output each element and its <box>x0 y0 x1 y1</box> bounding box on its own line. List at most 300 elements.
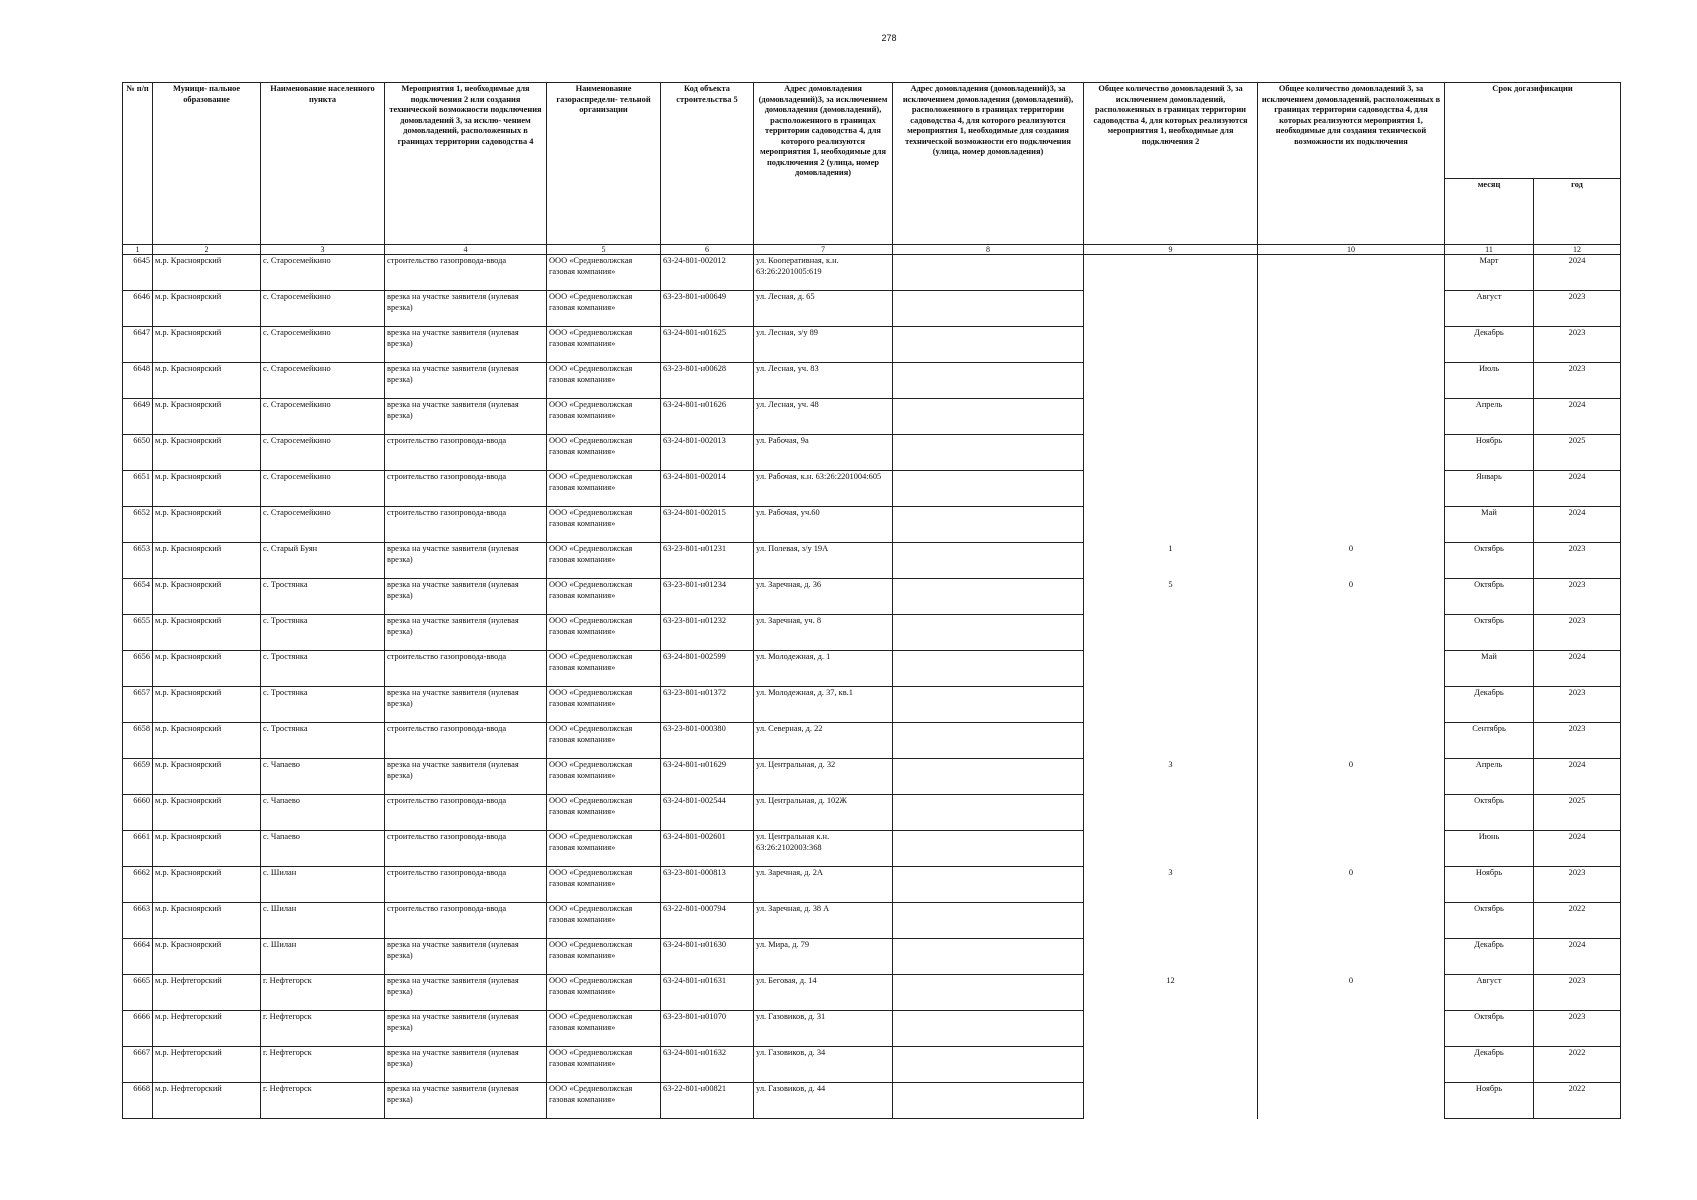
address-technical-cell <box>893 831 1084 867</box>
gas-organization-cell: ООО «Средневолжская газовая компания» <box>547 939 661 975</box>
gas-organization-cell: ООО «Средневолжская газовая компания» <box>547 435 661 471</box>
header-year: год <box>1534 179 1621 245</box>
measure-cell: врезка на участке заявителя (нулевая врезка) <box>385 1083 547 1119</box>
address-connection-cell: ул. Лесная, з/у 89 <box>754 327 893 363</box>
count-technical-cell <box>1258 903 1445 939</box>
count-connection-cell: 12 <box>1084 975 1258 1011</box>
measure-cell: строительство газопровода-ввода <box>385 795 547 831</box>
count-connection-cell <box>1084 471 1258 507</box>
deadline-year-cell: 2022 <box>1534 1083 1621 1119</box>
count-connection-cell <box>1084 1083 1258 1119</box>
table-row <box>123 1083 1621 1119</box>
address-connection-cell: ул. Кооперативная, к.н. 63:26:2201005:619 <box>754 255 893 291</box>
count-connection-cell <box>1084 651 1258 687</box>
address-connection-cell: ул. Газовиков, д. 31 <box>754 1011 893 1047</box>
deadline-year-cell: 2023 <box>1534 687 1621 723</box>
address-connection-cell: ул. Мира, д. 79 <box>754 939 893 975</box>
municipality-cell: м.р. Красноярский <box>153 867 261 903</box>
address-connection-cell: ул. Центральная, д. 102Ж <box>754 795 893 831</box>
header-col-5: Наименование газораспредели- тельной организации <box>547 83 661 245</box>
row-number-cell: 6659 <box>123 759 153 795</box>
deadline-year-cell: 2023 <box>1534 615 1621 651</box>
table-row <box>123 723 1621 759</box>
table-row <box>123 471 1621 507</box>
gas-organization-cell: ООО «Средневолжская газовая компания» <box>547 615 661 651</box>
column-number: 11 <box>1445 245 1534 255</box>
address-connection-cell: ул. Центральная, д. 32 <box>754 759 893 795</box>
count-technical-cell: 0 <box>1258 759 1445 795</box>
gas-organization-cell: ООО «Средневолжская газовая компания» <box>547 291 661 327</box>
gas-organization-cell: ООО «Средневолжская газовая компания» <box>547 507 661 543</box>
object-code-cell: 63-24-801-н01630 <box>661 939 754 975</box>
row-number-cell: 6646 <box>123 291 153 327</box>
table-row <box>123 435 1621 471</box>
measure-cell: строительство газопровода-ввода <box>385 471 547 507</box>
row-number-cell: 6650 <box>123 435 153 471</box>
settlement-cell: с. Старосемейкино <box>261 291 385 327</box>
object-code-cell: 63-23-801-н01372 <box>661 687 754 723</box>
municipality-cell: м.р. Красноярский <box>153 507 261 543</box>
object-code-cell: 63-24-801-н01625 <box>661 327 754 363</box>
count-technical-cell <box>1258 471 1445 507</box>
municipality-cell: м.р. Красноярский <box>153 291 261 327</box>
settlement-cell: с. Чапаево <box>261 831 385 867</box>
deadline-year-cell: 2025 <box>1534 435 1621 471</box>
measure-cell: врезка на участке заявителя (нулевая врезка) <box>385 579 547 615</box>
count-technical-cell <box>1258 1047 1445 1083</box>
address-connection-cell: ул. Молодежная, д. 1 <box>754 651 893 687</box>
settlement-cell: с. Старосемейкино <box>261 327 385 363</box>
header-deadline: Срок догазификации <box>1445 83 1621 179</box>
municipality-cell: м.р. Красноярский <box>153 435 261 471</box>
table-row <box>123 1011 1621 1047</box>
municipality-cell: м.р. Красноярский <box>153 723 261 759</box>
address-technical-cell <box>893 1083 1084 1119</box>
settlement-cell: с. Чапаево <box>261 795 385 831</box>
deadline-year-cell: 2023 <box>1534 363 1621 399</box>
object-code-cell: 63-24-801-002014 <box>661 471 754 507</box>
address-technical-cell <box>893 939 1084 975</box>
deadline-month-cell: Ноябрь <box>1445 435 1534 471</box>
row-number-cell: 6647 <box>123 327 153 363</box>
measure-cell: строительство газопровода-ввода <box>385 255 547 291</box>
object-code-cell: 63-24-801-002013 <box>661 435 754 471</box>
settlement-cell: с. Тростянка <box>261 651 385 687</box>
object-code-cell: 63-24-801-н01629 <box>661 759 754 795</box>
address-technical-cell <box>893 867 1084 903</box>
object-code-cell: 63-23-801-н00628 <box>661 363 754 399</box>
measure-cell: строительство газопровода-ввода <box>385 831 547 867</box>
row-number-cell: 6653 <box>123 543 153 579</box>
address-connection-cell: ул. Рабочая, уч.60 <box>754 507 893 543</box>
row-number-cell: 6663 <box>123 903 153 939</box>
count-connection-cell <box>1084 1011 1258 1047</box>
address-technical-cell <box>893 543 1084 579</box>
deadline-year-cell: 2024 <box>1534 471 1621 507</box>
measure-cell: врезка на участке заявителя (нулевая врезка) <box>385 759 547 795</box>
address-connection-cell: ул. Полевая, з/у 19А <box>754 543 893 579</box>
count-technical-cell <box>1258 1011 1445 1047</box>
address-connection-cell: ул. Беговая, д. 14 <box>754 975 893 1011</box>
column-number: 4 <box>385 245 547 255</box>
object-code-cell: 63-23-801-н00649 <box>661 291 754 327</box>
deadline-month-cell: Август <box>1445 291 1534 327</box>
settlement-cell: с. Тростянка <box>261 579 385 615</box>
address-technical-cell <box>893 615 1084 651</box>
measure-cell: строительство газопровода-ввода <box>385 723 547 759</box>
settlement-cell: с. Чапаево <box>261 759 385 795</box>
address-technical-cell <box>893 327 1084 363</box>
row-number-cell: 6657 <box>123 687 153 723</box>
table-row <box>123 615 1621 651</box>
address-connection-cell: ул. Лесная, уч. 48 <box>754 399 893 435</box>
address-connection-cell: ул. Центральная к.н. 63:26:2102003:368 <box>754 831 893 867</box>
settlement-cell: с. Старосемейкино <box>261 435 385 471</box>
table-row <box>123 291 1621 327</box>
gas-organization-cell: ООО «Средневолжская газовая компания» <box>547 651 661 687</box>
gas-organization-cell: ООО «Средневолжская газовая компания» <box>547 723 661 759</box>
row-number-cell: 6654 <box>123 579 153 615</box>
gas-organization-cell: ООО «Средневолжская газовая компания» <box>547 975 661 1011</box>
row-number-cell: 6665 <box>123 975 153 1011</box>
count-connection-cell: 3 <box>1084 867 1258 903</box>
column-number: 12 <box>1534 245 1621 255</box>
address-connection-cell: ул. Лесная, уч. 83 <box>754 363 893 399</box>
address-technical-cell <box>893 291 1084 327</box>
column-number: 6 <box>661 245 754 255</box>
table-row <box>123 903 1621 939</box>
measure-cell: врезка на участке заявителя (нулевая врезка) <box>385 615 547 651</box>
settlement-cell: с. Старосемейкино <box>261 363 385 399</box>
count-connection-cell: 5 <box>1084 579 1258 615</box>
address-connection-cell: ул. Заречная, д. 36 <box>754 579 893 615</box>
municipality-cell: м.р. Красноярский <box>153 543 261 579</box>
object-code-cell: 63-24-801-н01631 <box>661 975 754 1011</box>
settlement-cell: с. Тростянка <box>261 723 385 759</box>
count-connection-cell <box>1084 615 1258 651</box>
address-connection-cell: ул. Рабочая, 9а <box>754 435 893 471</box>
municipality-cell: м.р. Красноярский <box>153 579 261 615</box>
deadline-month-cell: Май <box>1445 507 1534 543</box>
count-technical-cell <box>1258 399 1445 435</box>
address-connection-cell: ул. Лесная, д. 65 <box>754 291 893 327</box>
count-connection-cell <box>1084 327 1258 363</box>
deadline-year-cell: 2023 <box>1534 579 1621 615</box>
count-connection-cell <box>1084 291 1258 327</box>
address-technical-cell <box>893 579 1084 615</box>
count-technical-cell <box>1258 435 1445 471</box>
row-number-cell: 6662 <box>123 867 153 903</box>
settlement-cell: г. Нефтегорск <box>261 1047 385 1083</box>
settlement-cell: г. Нефтегорск <box>261 1011 385 1047</box>
object-code-cell: 63-24-801-002601 <box>661 831 754 867</box>
address-technical-cell <box>893 471 1084 507</box>
address-connection-cell: ул. Молодежная, д. 37, кв.1 <box>754 687 893 723</box>
measure-cell: врезка на участке заявителя (нулевая врезка) <box>385 291 547 327</box>
table-row <box>123 579 1621 615</box>
municipality-cell: м.р. Красноярский <box>153 615 261 651</box>
count-connection-cell <box>1084 723 1258 759</box>
row-number-cell: 6666 <box>123 1011 153 1047</box>
column-number: 8 <box>893 245 1084 255</box>
municipality-cell: м.р. Красноярский <box>153 759 261 795</box>
deadline-year-cell: 2023 <box>1534 723 1621 759</box>
deadline-month-cell: Июнь <box>1445 831 1534 867</box>
deadline-month-cell: Октябрь <box>1445 1011 1534 1047</box>
row-number-cell: 6648 <box>123 363 153 399</box>
address-connection-cell: ул. Газовиков, д. 34 <box>754 1047 893 1083</box>
settlement-cell: с. Шилан <box>261 903 385 939</box>
settlement-cell: с. Тростянка <box>261 615 385 651</box>
object-code-cell: 63-24-801-н01632 <box>661 1047 754 1083</box>
deadline-month-cell: Декабрь <box>1445 687 1534 723</box>
gasification-table-sheet <box>122 82 1620 1119</box>
gas-organization-cell: ООО «Средневолжская газовая компания» <box>547 795 661 831</box>
object-code-cell: 63-24-801-н01626 <box>661 399 754 435</box>
municipality-cell: м.р. Нефтегорский <box>153 975 261 1011</box>
count-technical-cell <box>1258 651 1445 687</box>
measure-cell: врезка на участке заявителя (нулевая врезка) <box>385 687 547 723</box>
count-technical-cell <box>1258 795 1445 831</box>
object-code-cell: 63-22-801-000794 <box>661 903 754 939</box>
deadline-month-cell: Декабрь <box>1445 327 1534 363</box>
gasification-table <box>122 82 1621 1119</box>
deadline-month-cell: Апрель <box>1445 759 1534 795</box>
municipality-cell: м.р. Красноярский <box>153 471 261 507</box>
header-col-7: Адрес домовладения (домовладений)3, за исключением домовладения (домовладений), расположенного в границах территории садоводства 4, для которого реализуются мероприятия 1, необходимые для подключения 2 (улица, номер домовладения) <box>754 83 893 245</box>
object-code-cell: 63-24-801-002599 <box>661 651 754 687</box>
deadline-year-cell: 2024 <box>1534 939 1621 975</box>
municipality-cell: м.р. Красноярский <box>153 399 261 435</box>
measure-cell: строительство газопровода-ввода <box>385 867 547 903</box>
municipality-cell: м.р. Красноярский <box>153 939 261 975</box>
gas-organization-cell: ООО «Средневолжская газовая компания» <box>547 255 661 291</box>
row-number-cell: 6652 <box>123 507 153 543</box>
settlement-cell: г. Нефтегорск <box>261 1083 385 1119</box>
deadline-month-cell: Январь <box>1445 471 1534 507</box>
address-technical-cell <box>893 651 1084 687</box>
deadline-month-cell: Октябрь <box>1445 615 1534 651</box>
measure-cell: врезка на участке заявителя (нулевая врезка) <box>385 975 547 1011</box>
settlement-cell: с. Старосемейкино <box>261 255 385 291</box>
object-code-cell: 63-24-801-002012 <box>661 255 754 291</box>
municipality-cell: м.р. Красноярский <box>153 363 261 399</box>
municipality-cell: м.р. Нефтегорский <box>153 1083 261 1119</box>
deadline-month-cell: Декабрь <box>1445 1047 1534 1083</box>
row-number-cell: 6649 <box>123 399 153 435</box>
count-technical-cell: 0 <box>1258 975 1445 1011</box>
table-row <box>123 255 1621 291</box>
address-connection-cell: ул. Рабочая, к.н. 63:26:2201004:605 <box>754 471 893 507</box>
table-row <box>123 759 1621 795</box>
count-connection-cell: 3 <box>1084 759 1258 795</box>
deadline-year-cell: 2023 <box>1534 1011 1621 1047</box>
header-col-6: Код объекта строительства 5 <box>661 83 754 245</box>
object-code-cell: 63-24-801-002015 <box>661 507 754 543</box>
deadline-month-cell: Март <box>1445 255 1534 291</box>
object-code-cell: 63-22-801-н00821 <box>661 1083 754 1119</box>
count-technical-cell <box>1258 1083 1445 1119</box>
table-row <box>123 867 1621 903</box>
gas-organization-cell: ООО «Средневолжская газовая компания» <box>547 543 661 579</box>
address-technical-cell <box>893 399 1084 435</box>
row-number-cell: 6645 <box>123 255 153 291</box>
deadline-month-cell: Ноябрь <box>1445 867 1534 903</box>
deadline-month-cell: Октябрь <box>1445 579 1534 615</box>
column-number: 7 <box>754 245 893 255</box>
row-number-cell: 6658 <box>123 723 153 759</box>
address-connection-cell: ул. Газовиков, д. 44 <box>754 1083 893 1119</box>
address-technical-cell <box>893 903 1084 939</box>
count-technical-cell: 0 <box>1258 543 1445 579</box>
table-row <box>123 327 1621 363</box>
deadline-month-cell: Май <box>1445 651 1534 687</box>
deadline-year-cell: 2023 <box>1534 975 1621 1011</box>
gas-organization-cell: ООО «Средневолжская газовая компания» <box>547 579 661 615</box>
gas-organization-cell: ООО «Средневолжская газовая компания» <box>547 1011 661 1047</box>
measure-cell: врезка на участке заявителя (нулевая врезка) <box>385 399 547 435</box>
row-number-cell: 6664 <box>123 939 153 975</box>
column-number-row <box>123 245 1621 255</box>
address-technical-cell <box>893 255 1084 291</box>
settlement-cell: с. Старосемейкино <box>261 399 385 435</box>
count-connection-cell <box>1084 795 1258 831</box>
count-connection-cell <box>1084 1047 1258 1083</box>
count-connection-cell <box>1084 939 1258 975</box>
row-number-cell: 6656 <box>123 651 153 687</box>
count-technical-cell <box>1258 327 1445 363</box>
deadline-year-cell: 2022 <box>1534 903 1621 939</box>
address-technical-cell <box>893 687 1084 723</box>
count-technical-cell <box>1258 507 1445 543</box>
address-technical-cell <box>893 795 1084 831</box>
deadline-year-cell: 2025 <box>1534 795 1621 831</box>
table-row <box>123 831 1621 867</box>
row-number-cell: 6667 <box>123 1047 153 1083</box>
measure-cell: строительство газопровода-ввода <box>385 903 547 939</box>
header-col-9: Общее количество домовладений 3, за исключением домовладений, расположенных в границах территории садоводства 4, для которых реализуются мероприятия 1, необходимые для подключения 2 <box>1084 83 1258 245</box>
table-row <box>123 975 1621 1011</box>
gas-organization-cell: ООО «Средневолжская газовая компания» <box>547 363 661 399</box>
count-technical-cell: 0 <box>1258 579 1445 615</box>
table-row <box>123 399 1621 435</box>
column-number: 10 <box>1258 245 1445 255</box>
count-technical-cell <box>1258 291 1445 327</box>
header-col-10: Общее количество домовладений 3, за исключением домовладений, расположенных в границах территории садоводства 4, для которых реализуются мероприятия 1, необходимые для создания технической возможности их подключения <box>1258 83 1445 245</box>
header-col-4: Мероприятия 1, необходимые для подключения 2 или создания технической возможности подключения домовладений 3, за исклю- чением домовладений, расположенных в границах территории садоводства 4 <box>385 83 547 245</box>
address-technical-cell <box>893 1047 1084 1083</box>
object-code-cell: 63-23-801-н01234 <box>661 579 754 615</box>
gas-organization-cell: ООО «Средневолжская газовая компания» <box>547 867 661 903</box>
gas-organization-cell: ООО «Средневолжская газовая компания» <box>547 831 661 867</box>
row-number-cell: 6651 <box>123 471 153 507</box>
deadline-month-cell: Сентябрь <box>1445 723 1534 759</box>
deadline-year-cell: 2023 <box>1534 867 1621 903</box>
measure-cell: врезка на участке заявителя (нулевая врезка) <box>385 939 547 975</box>
municipality-cell: м.р. Красноярский <box>153 255 261 291</box>
municipality-cell: м.р. Красноярский <box>153 903 261 939</box>
page-number: 278 <box>881 33 897 43</box>
deadline-year-cell: 2023 <box>1534 291 1621 327</box>
municipality-cell: м.р. Красноярский <box>153 831 261 867</box>
address-technical-cell <box>893 435 1084 471</box>
deadline-month-cell: Октябрь <box>1445 543 1534 579</box>
address-connection-cell: ул. Заречная, уч. 8 <box>754 615 893 651</box>
address-technical-cell <box>893 975 1084 1011</box>
gas-organization-cell: ООО «Средневолжская газовая компания» <box>547 903 661 939</box>
count-technical-cell: 0 <box>1258 867 1445 903</box>
gas-organization-cell: ООО «Средневолжская газовая компания» <box>547 399 661 435</box>
settlement-cell: с. Шилан <box>261 867 385 903</box>
municipality-cell: м.р. Нефтегорский <box>153 1047 261 1083</box>
gas-organization-cell: ООО «Средневолжская газовая компания» <box>547 327 661 363</box>
count-connection-cell <box>1084 507 1258 543</box>
count-connection-cell <box>1084 255 1258 291</box>
measure-cell: строительство газопровода-ввода <box>385 507 547 543</box>
settlement-cell: с. Тростянка <box>261 687 385 723</box>
address-connection-cell: ул. Северная, д. 22 <box>754 723 893 759</box>
measure-cell: врезка на участке заявителя (нулевая врезка) <box>385 327 547 363</box>
count-technical-cell <box>1258 255 1445 291</box>
column-number: 3 <box>261 245 385 255</box>
deadline-year-cell: 2023 <box>1534 327 1621 363</box>
settlement-cell: г. Нефтегорск <box>261 975 385 1011</box>
address-technical-cell <box>893 759 1084 795</box>
header-col-1: № п/п <box>123 83 153 245</box>
address-connection-cell: ул. Заречная, д. 38 А <box>754 903 893 939</box>
deadline-year-cell: 2024 <box>1534 759 1621 795</box>
deadline-year-cell: 2024 <box>1534 399 1621 435</box>
table-row <box>123 1047 1621 1083</box>
address-connection-cell: ул. Заречная, д. 2А <box>754 867 893 903</box>
deadline-month-cell: Апрель <box>1445 399 1534 435</box>
count-technical-cell <box>1258 939 1445 975</box>
header-month: месяц <box>1445 179 1534 245</box>
gas-organization-cell: ООО «Средневолжская газовая компания» <box>547 1083 661 1119</box>
municipality-cell: м.р. Красноярский <box>153 327 261 363</box>
count-connection-cell <box>1084 435 1258 471</box>
address-technical-cell <box>893 507 1084 543</box>
address-technical-cell <box>893 363 1084 399</box>
table-body <box>123 255 1621 1119</box>
settlement-cell: с. Старосемейкино <box>261 507 385 543</box>
table-row <box>123 939 1621 975</box>
municipality-cell: м.р. Красноярский <box>153 687 261 723</box>
table-row <box>123 507 1621 543</box>
count-technical-cell <box>1258 687 1445 723</box>
count-connection-cell <box>1084 399 1258 435</box>
deadline-year-cell: 2024 <box>1534 507 1621 543</box>
deadline-month-cell: Август <box>1445 975 1534 1011</box>
count-technical-cell <box>1258 831 1445 867</box>
column-number: 9 <box>1084 245 1258 255</box>
table-row <box>123 795 1621 831</box>
header-col-8: Адрес домовладения (домовладений)3, за исключением домовладения (домовладений), расположенного в границах территории садоводства 4, для которого реализуются мероприятия 1, необходимые для создания технической возможности его подключения (улица, номер домовладения) <box>893 83 1084 245</box>
row-number-cell: 6660 <box>123 795 153 831</box>
table-header <box>123 83 1621 255</box>
count-connection-cell: 1 <box>1084 543 1258 579</box>
measure-cell: строительство газопровода-ввода <box>385 435 547 471</box>
municipality-cell: м.р. Красноярский <box>153 651 261 687</box>
settlement-cell: с. Старый Буян <box>261 543 385 579</box>
gas-organization-cell: ООО «Средневолжская газовая компания» <box>547 759 661 795</box>
object-code-cell: 63-23-801-000380 <box>661 723 754 759</box>
measure-cell: врезка на участке заявителя (нулевая врезка) <box>385 1047 547 1083</box>
settlement-cell: с. Шилан <box>261 939 385 975</box>
deadline-year-cell: 2023 <box>1534 543 1621 579</box>
row-number-cell: 6668 <box>123 1083 153 1119</box>
count-technical-cell <box>1258 363 1445 399</box>
